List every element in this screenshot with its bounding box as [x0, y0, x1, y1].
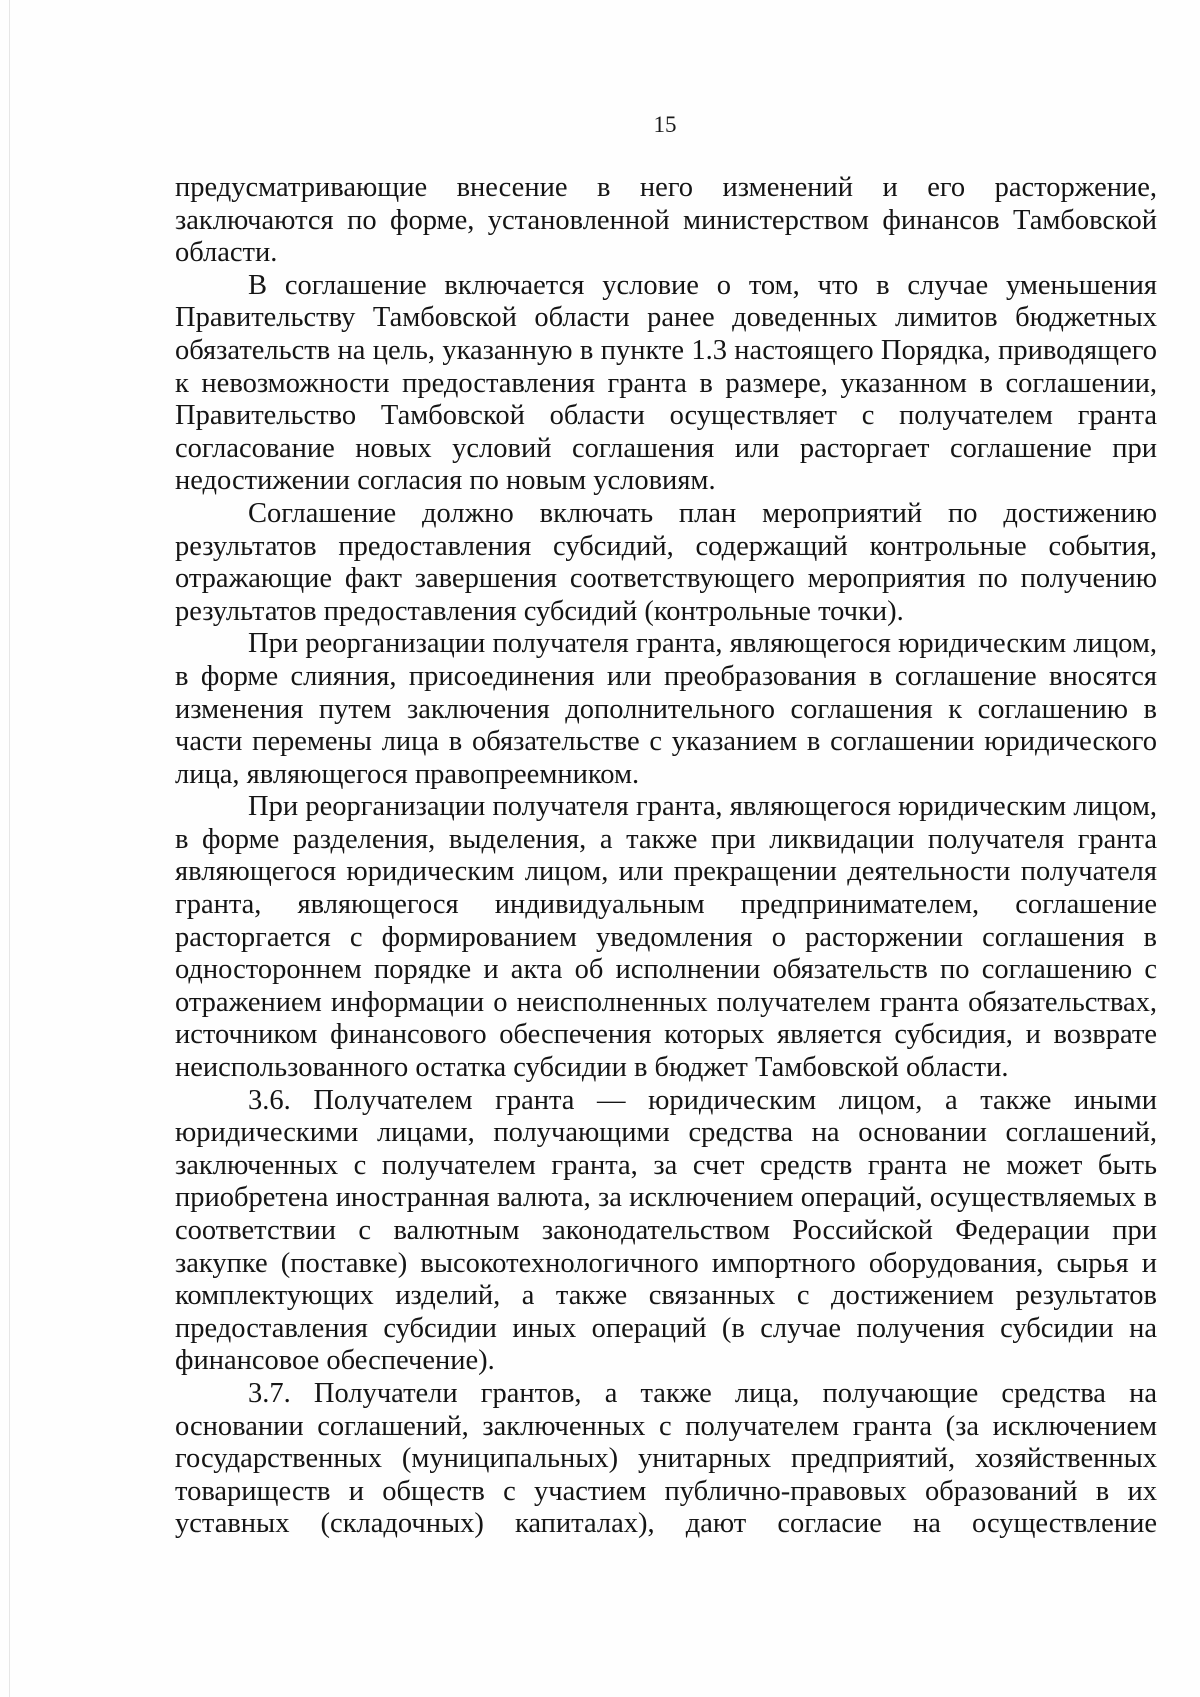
scan-edge-line — [9, 0, 10, 1697]
paragraph-section-3-6: 3.6. Получателем гранта — юридическим лицом, а также иными юридическими лицами, получающими средства на основании соглашений, заключенных с получателем гранта, за счет средств гранта не может быть приобретена иностранная валюта, за исключением операций, осуществляемых в соответствии с валютным законодательством Российской Федерации при закупке (поставке) высокотехнологичного импортного оборудования, сырья и комплектующих изделий, а также связанных с достижением результатов предоставления субсидии иных операций (в случае получения субсидии на финансовое обеспечение). — [175, 1084, 1157, 1377]
page-number: 15 — [653, 112, 677, 137]
paragraph-reorganization-merger: При реорганизации получателя гранта, являющегося юридическим лицом, в форме слияния, присоединения или преобразования в соглашение вносятся изменения путем заключения дополнительного соглашения к соглашению в части перемены лица в обязательстве с указанием в соглашении юридического лица, являющегося правопреемником. — [175, 628, 1157, 790]
document-body — [175, 172, 1157, 1541]
paragraph-section-3-7: 3.7. Получатели грантов, а также лица, получающие средства на основании соглашений, заключенных с получателем гранта (за исключением государственных (муниципальных) унитарных предприятий, хозяйственных товариществ и обществ с участием публично-правовых образований в их уставных (складочных) капиталах), дают согласие на осуществление — [175, 1377, 1157, 1540]
paragraph-reorganization-division: При реорганизации получателя гранта, являющегося юридическим лицом, в форме разделения, выделения, а также при ликвидации получателя гранта являющегося юридическим лицом, или прекращении деятельности получателя гранта, являющегося индивидуальным предпринимателем, соглашение расторгается с формированием уведомления о расторжении соглашения в одностороннем порядке и акта об исполнении обязательств по соглашению с отражением информации о неисполненных получателем гранта обязательствах, источником финансового обеспечения которых является субсидия, и возврате неиспользованного остатка субсидии в бюджет Тамбовской области. — [175, 791, 1157, 1084]
paragraph-continuation: предусматривающие внесение в него изменений и его расторжение, заключаются по форме, установленной министерством финансов Тамбовской области. — [175, 172, 1157, 269]
paragraph-limits-reduction: В соглашение включается условие о том, что в случае уменьшения Правительству Тамбовской области ранее доведенных лимитов бюджетных обязательств на цель, указанную в пункте 1.3 настоящего Порядка, приводящего к невозможности предоставления гранта в размере, указанном в соглашении, Правительство Тамбовской области осуществляет с получателем гранта согласование новых условий соглашения или расторгает соглашение при недостижении согласия по новым условиям. — [175, 269, 1157, 497]
paragraph-action-plan: Соглашение должно включать план мероприятий по достижению результатов предоставления субсидий, содержащий контрольные события, отражающие факт завершения соответствующего мероприятия по получению результатов предоставления субсидий (контрольные точки). — [175, 497, 1157, 627]
